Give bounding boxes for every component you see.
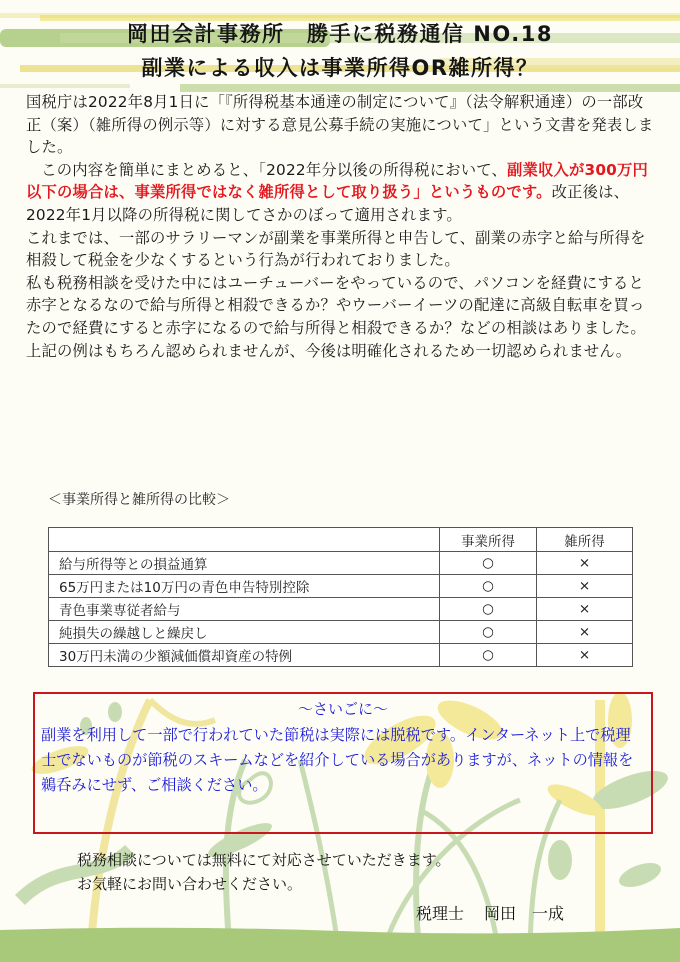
comparison-caption: ＜事業所得と雑所得の比較＞	[48, 492, 230, 508]
paragraph-conclusion: 上記の例はもちろん認められませんが、今後は明確化されるため一切認められません。	[26, 341, 632, 360]
table-header-row	[49, 528, 633, 552]
signature-name: 岡田 一成	[484, 904, 565, 923]
misc-mark: ×	[537, 598, 633, 621]
closing-text: 副業を利用して一部で行われていた節税は実際には脱税です。インターネット上で税理士でないものが節税のスキームなどを紹介している場合がありますが、ネットの情報を鵜呑みにせず、ご相談ください。	[41, 726, 634, 794]
consultation-line-2: お気軽にお問い合わせください。	[77, 875, 303, 893]
paragraph-background: これまでは、一部のサラリーマンが副業を事業所得と申告して、副業の赤字と給与所得を相殺して税金を少なくするという行為が行われておりました。	[26, 228, 646, 270]
row-label: 純損失の繰越しと繰戻し	[49, 621, 440, 644]
paragraph-examples: 私も税務相談を受けた中にはユーチューバーをやっているので、パソコンを経費にすると赤字となるなので給与所得と相殺できるか？やウーバーイーツの配達に高級自転車を買ったので経費にすると赤字になるので給与所得と相殺できるか？などの相談はありました。	[26, 273, 646, 337]
business-mark: ○	[440, 575, 537, 598]
header-blank	[49, 528, 440, 552]
misc-mark: ×	[537, 552, 633, 575]
row-label: 給与所得等との損益通算	[49, 552, 440, 575]
summary-suffix: 改正後は、2022年1月以降の所得税に関してさかのぼって適用されます。	[26, 183, 630, 224]
business-mark: ○	[440, 644, 537, 667]
misc-mark: ×	[537, 621, 633, 644]
article-headline: 副業による収入は事業所得OR雑所得？	[141, 56, 539, 80]
summary-highlight: 副業収入が300万円以下の場合は、事業所得ではなく雑所得として取り扱う」というものです。	[26, 160, 648, 202]
misc-mark: ×	[537, 575, 633, 598]
comparison-table	[48, 527, 633, 667]
table-row	[49, 644, 633, 667]
misc-mark: ×	[537, 644, 633, 667]
business-mark: ○	[440, 552, 537, 575]
signature-title: 税理士	[416, 904, 465, 923]
table-row	[49, 598, 633, 621]
row-label: 30万円未満の少額減価償却資産の特例	[49, 644, 440, 667]
row-label: 65万円または10万円の青色申告特別控除	[49, 575, 440, 598]
article-body	[26, 91, 658, 362]
table-row	[49, 575, 633, 598]
header-business-income: 事業所得	[440, 528, 537, 552]
signature	[416, 901, 584, 924]
paragraph-summary	[26, 159, 658, 227]
business-mark: ○	[440, 598, 537, 621]
header-misc-income: 雑所得	[537, 528, 633, 552]
row-label: 青色事業専従者給与	[49, 598, 440, 621]
consultation-line-1: 税務相談については無料にて対応させていただきます。	[77, 851, 451, 869]
consultation-note	[77, 848, 451, 896]
summary-prefix: この内容を簡単にまとめると、「2022年分以後の所得税において、	[41, 160, 507, 179]
closing-title: ～さいごに～	[297, 700, 388, 718]
newsletter-title: 岡田会計事務所 勝手に税務通信 NO.18	[127, 22, 553, 46]
table-row	[49, 621, 633, 644]
table-row	[49, 552, 633, 575]
business-mark: ○	[440, 621, 537, 644]
closing-notice-box	[33, 692, 653, 834]
paragraph-announcement: 国税庁は2022年8月1日に「『所得税基本通達の制定について』（法令解釈通達）の一部改正（案）（雑所得の例示等）に対する意見公募手続の実施について」という文書を発表しました。	[26, 93, 654, 157]
